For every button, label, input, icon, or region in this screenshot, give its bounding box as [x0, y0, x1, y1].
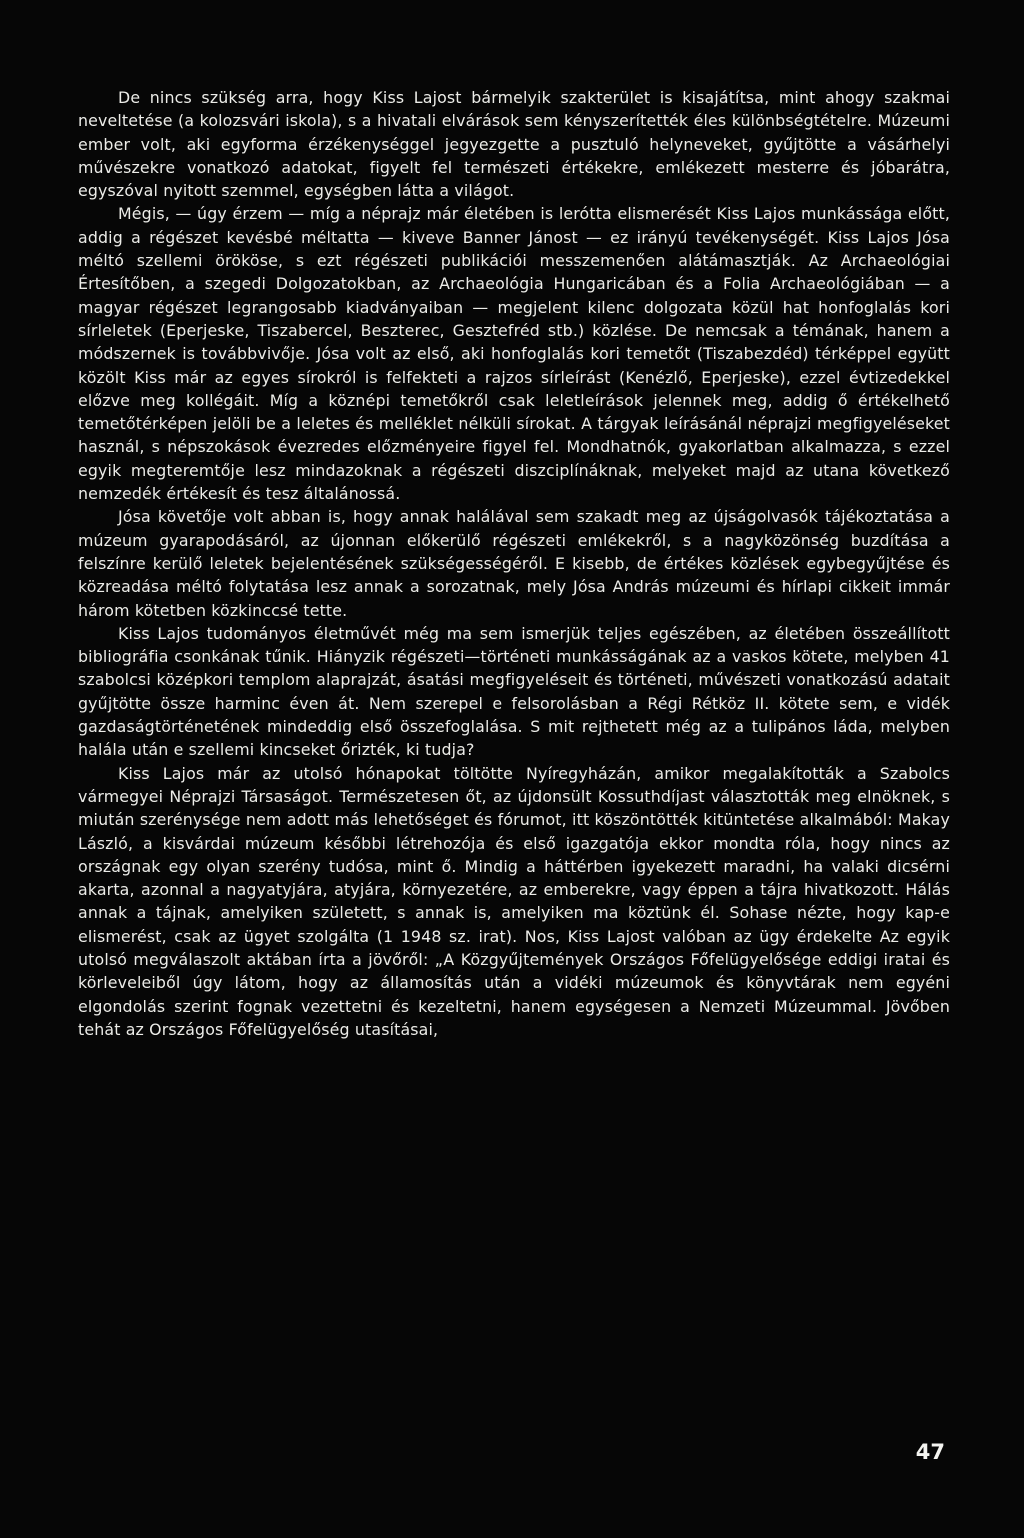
paragraph: Kiss Lajos tudományos életművét még ma sem ismerjük teljes egészében, az életében összeállított bibliográfia csonkának tűnik. Hiányzik régészeti—történeti munkásságának az a vaskos kötete, melyben 41 szabolcsi középkori templom alaprajzát, ásatási megfigyeléseit és történeti, művészeti vonatkozású adatait gyűjtötte össze harminc éven át. Nem szerepel e felsorolásban a Régi Rétköz II. kötete sem, e vidék gazdaságtörténetének mindeddig első összefoglalása. S mit rejthetett még az a tulipános láda, melyben halála után e szellemi kincseket őrizték, ki tudja?: [78, 623, 950, 760]
paragraph: De nincs szükség arra, hogy Kiss Lajost bármelyik szakterület is kisajátítsa, mint ahogy szakmai neveltetése (a kolozsvári iskola), s a hivatali elvárások sem kényszerítették éles különbségtételre. Múzeumi ember volt, aki egyforma érzékenységgel jegyezgette a pusztuló helyneveket, gyűjtötte a vásárhelyi művészekre vonatkozó adatokat, figyelt fel természeti értékekre, emlékezett mesterre és jóbarátra, egyszóval nyitott szemmel, egységben látta a világot.: [78, 88, 950, 201]
paragraph: Jósa követője volt abban is, hogy annak halálával sem szakadt meg az újságolvasók tájékoztatása a múzeum gyarapodásáról, az újonnan előkerülő régészeti emlékekről, s a nagyközönség buzdítása a felszínre kerülő leletek bejelentésének szükségességéről. E kisebb, de értékes közlések egybegyűjtése és közreadása méltó folytatása lesz annak a sorozatnak, mely Jósa András múzeumi és hírlapi cikkeit immár három kötetben közkinccsé tette.: [78, 507, 950, 620]
paragraph: Mégis, — úgy érzem — míg a néprajz már életében is lerótta elismerését Kiss Lajos munkássága előtt, addig a régészet kevésbé méltatta — kiveve Banner Jánost — ez irányú tevékenységét. Kiss Lajos Jósa méltó szellemi örököse, s ezt régészeti publikációi messzemenően alátámasztják. Az Archaeológiai Értesítőben, a szegedi Dolgozatokban, az Archaeológia Hungaricában és a Folia Archaeológiában — a magyar régészet legrangosabb kiadványaiban — megjelent kilenc dolgozata közül hat honfoglalás kori sírleletek (Eperjeske, Tiszabercel, Beszterec, Gesztefréd stb.) közlése. De nemcsak a témának, hanem a módszernek is továbbvivője. Jósa volt az első, aki honfoglalás kori temetőt (Tiszabezdéd) térképpel együtt közölt Kiss már az egyes sírokról is felfekteti a rajzos sírleírást (Kenézlő, Eperjeske), ezzel évtizedekkel előzve meg kollégáit. Míg a köznépi temetőkről csak leletleírások jelennek meg, addig ő értékelhető temetőtérképen jelöli be a leletes és melléklet nélküli sírokat. A tárgyak leírásánál néprajzi megfigyeléseket használ, s népszokások évezredes előzményeire figyel fel. Mondhatnók, gyakorlatban alkalmazza, s ezzel egyik megteremtője lesz mindazoknak a régészeti diszciplínáknak, melyeket majd az utana következő nemzedék értékesít és tesz általánossá.: [78, 204, 950, 504]
paragraph: Kiss Lajos már az utolsó hónapokat töltötte Nyíregyházán, amikor megalakították a Szabolcs vármegyei Néprajzi Társaságot. Természetesen őt, az újdonsült Kossuthdíjast választották meg elnöknek, s miután szerénysége nem adott más lehetőséget és fórumot, itt köszöntötték kitüntetése alkalmából: Makay László, a kisvárdai múzeum későbbi létrehozója és első igazgatója ekkor mondta róla, hogy nincs az országnak egy olyan szerény tudósa, mint ő. Mindig a háttérben igyekezett maradni, ha valaki dicsérni akarta, azonnal a nagyatyjára, atyjára, környezetére, az emberekre, vagy éppen a tájra hivatkozott. Hálás annak a tájnak, amelyiken született, s annak is, amelyiken ma köztünk él. Sohase nézte, hogy kap-e elismerést, csak az ügyet szolgálta (1 1948 sz. irat). Nos, Kiss Lajost valóban az ügy érdekelte Az egyik utolsó megválaszolt aktában írta a jövőről: „A Közgyűjtemények Országos Főfelügyelősége eddigi iratai és körleveleiből úgy látom, hogy az államosítás után a vidéki múzeumok és könyvtárak nem egyéni elgondolás szerint fognak vezettetni és kezeltetni, hanem egységesen a Nemzeti Múzeummal. Jövőben tehát az Országos Főfelügyelőség utasításai,: [78, 763, 950, 1039]
page-number: 47: [915, 1440, 945, 1464]
body-text: [78, 86, 950, 1041]
